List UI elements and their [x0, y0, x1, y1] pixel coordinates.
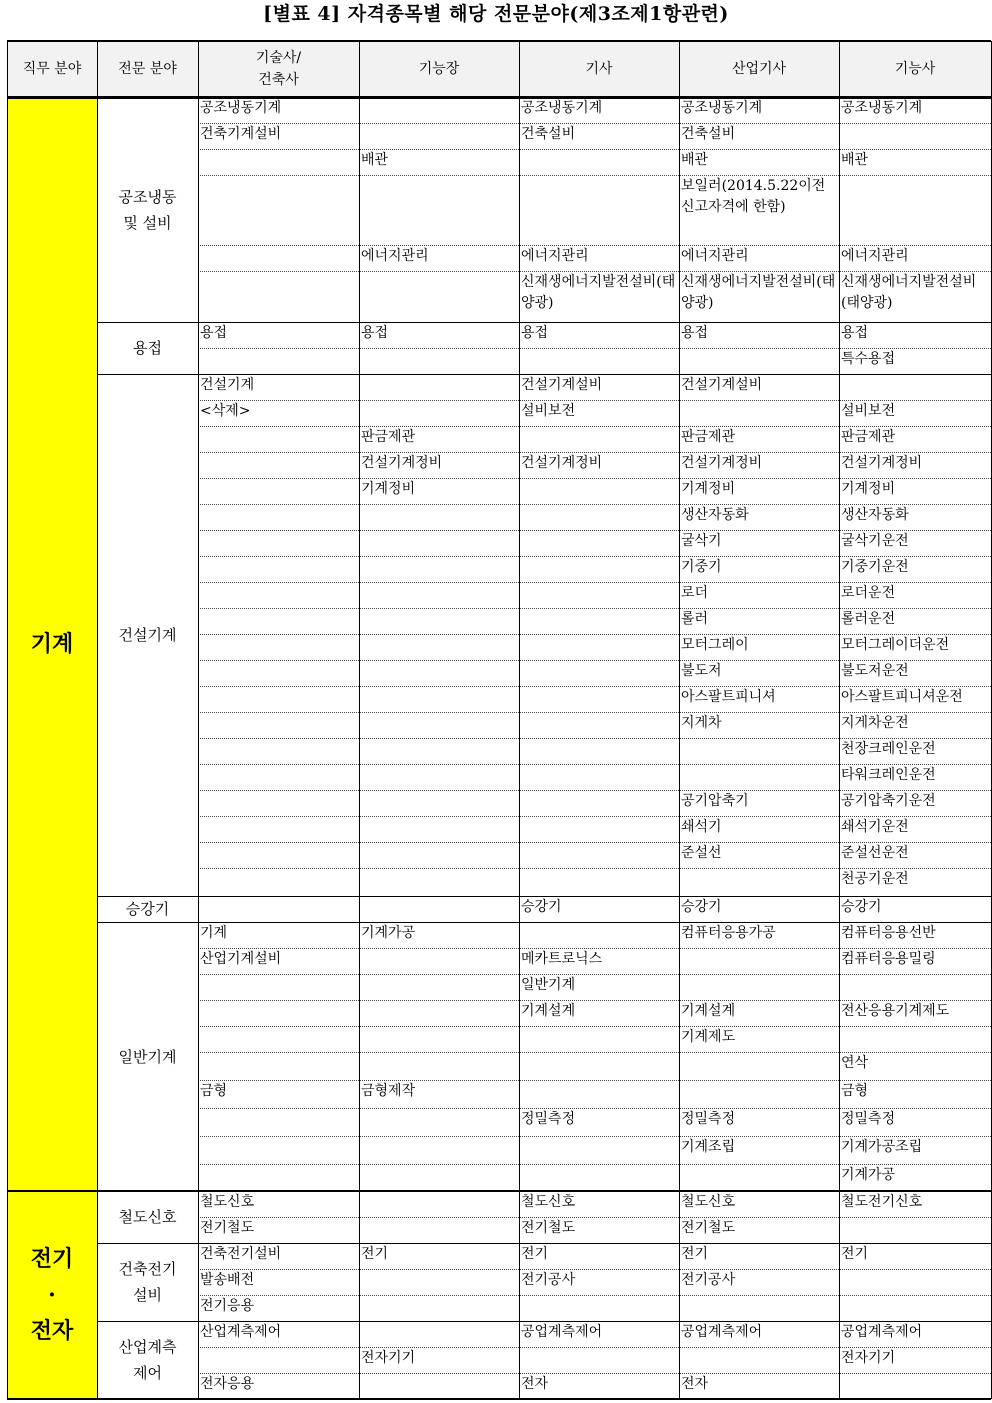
row-divider	[7, 96, 991, 99]
table-cell: 전자기기	[361, 1350, 416, 1366]
table-cell: 공조냉동기계	[681, 100, 763, 116]
row-divider	[198, 974, 991, 975]
row-divider	[198, 764, 991, 765]
row-divider	[198, 1108, 991, 1109]
table-cell: 롤러운전	[841, 611, 896, 627]
field-text: 설비	[133, 1286, 162, 1304]
table-cell: 전기	[841, 1246, 869, 1262]
table-cell: 아스팔트피니셔운전	[841, 689, 963, 705]
table-cell: 건축기계설비	[200, 126, 282, 142]
row-divider	[198, 556, 991, 557]
field-text: 제어	[133, 1364, 162, 1382]
row-divider	[198, 1373, 991, 1374]
row-divider	[97, 896, 991, 897]
table-cell: 기계가공	[361, 925, 416, 941]
table-cell: 타워크레인운전	[841, 767, 936, 783]
row-divider	[198, 660, 991, 661]
row-divider	[198, 712, 991, 713]
table-cell: 전기공사	[521, 1272, 576, 1288]
field-label	[97, 374, 198, 896]
field-text: 건설기계	[118, 626, 177, 644]
page-title: [별표 4] 자격종목별 해당 전문분야(제3조제1항관련)	[263, 3, 729, 25]
table-cell: 천장크레인운전	[841, 741, 936, 757]
table-cell: 배관	[361, 152, 389, 168]
row-divider	[198, 452, 991, 453]
table-cell: 공업계측제어	[681, 1324, 763, 1340]
row-divider	[7, 1190, 991, 1192]
row-divider	[198, 738, 991, 739]
table-cell: 굴삭기운전	[841, 533, 909, 549]
table-cell: 건설기계정비	[521, 455, 603, 471]
table-cell: 기계가공조립	[841, 1139, 923, 1155]
header-industrial-engineer	[679, 41, 839, 97]
column-divider	[198, 41, 199, 1399]
table-cell: 컴퓨터응용선반	[841, 925, 936, 941]
table-cell: 철도신호	[521, 1194, 576, 1210]
table-cell: 전산응용기계제도	[841, 1003, 950, 1019]
duty-label	[7, 97, 97, 1191]
row-divider	[198, 175, 991, 176]
duty-text: 전자	[30, 1318, 74, 1344]
row-divider	[198, 790, 991, 791]
table-cell: 굴삭기	[681, 533, 722, 549]
table-cell: 지게차운전	[841, 715, 909, 731]
row-divider	[198, 608, 991, 609]
row-divider	[7, 40, 991, 42]
table-cell: <삭제>	[200, 403, 251, 419]
row-divider	[198, 1347, 991, 1348]
table-cell: 신재생에너지발전설비(태양광)	[521, 274, 676, 311]
table-cell: 불도저운전	[841, 663, 909, 679]
table-cell: 공업계측제어	[841, 1324, 923, 1340]
table-cell: 일반기계	[521, 977, 576, 993]
table-cell: 전자기기	[841, 1350, 896, 1366]
table-cell: 발송배전	[200, 1272, 255, 1288]
row-divider	[198, 948, 991, 949]
field-label	[97, 1191, 198, 1243]
row-divider	[198, 1269, 991, 1270]
table-cell: 기계조립	[681, 1139, 736, 1155]
table-cell: 전자	[681, 1376, 709, 1392]
row-divider	[97, 922, 991, 923]
column-divider	[679, 41, 680, 1399]
row-divider	[198, 1026, 991, 1027]
table-cell: 쇄석기운전	[841, 819, 909, 835]
header-text: 산업기사	[731, 61, 787, 77]
row-divider	[198, 634, 991, 635]
header-text: 기술사/	[255, 50, 302, 66]
duty-text: 전기	[30, 1246, 74, 1272]
row-divider	[198, 123, 991, 124]
table-cell: 판금제관	[841, 429, 896, 445]
table-cell: 건축설비	[681, 126, 736, 142]
table-cell: 승강기	[841, 899, 882, 915]
table-cell: 특수용접	[841, 351, 896, 367]
table-cell: 생산자동화	[841, 507, 909, 523]
table-cell: 전기철도	[521, 1220, 576, 1236]
row-divider	[97, 1243, 991, 1244]
table-cell: 준설선운전	[841, 845, 909, 861]
table-cell: 메카트로닉스	[521, 951, 603, 967]
table-cell: 철도신호	[681, 1194, 736, 1210]
table-cell: 준설선	[681, 845, 722, 861]
field-text: 건축전기	[118, 1260, 177, 1278]
table-cell: 건설기계설비	[521, 377, 603, 393]
table-cell: 기계	[200, 925, 228, 941]
table-cell: 공기압축기운전	[841, 793, 936, 809]
table-cell: 승강기	[681, 899, 722, 915]
table-cell: 기중기	[681, 559, 722, 575]
row-divider	[198, 686, 991, 687]
row-divider	[198, 816, 991, 817]
table-cell: 건설기계정비	[361, 455, 443, 471]
table-cell: 컴퓨터응용가공	[681, 925, 776, 941]
table-cell: 산업계측제어	[200, 1324, 282, 1340]
column-divider	[7, 41, 8, 1399]
row-divider	[97, 1321, 991, 1322]
row-divider	[198, 271, 991, 272]
table-cell: 공조냉동기계	[841, 100, 923, 116]
table-cell: 공기압축기	[681, 793, 749, 809]
table-cell: 정밀측정	[681, 1111, 736, 1127]
row-divider	[198, 1052, 991, 1053]
table-cell: 설비보전	[841, 403, 896, 419]
table-cell: 설비보전	[521, 403, 576, 419]
header-text: 기능사	[894, 61, 936, 77]
row-divider	[198, 245, 991, 246]
table-cell: 지게차	[681, 715, 722, 731]
row-divider	[198, 1000, 991, 1001]
table-cell: 에너지관리	[681, 248, 749, 264]
table-cell: 산업기계설비	[200, 951, 282, 967]
field-label	[97, 1321, 198, 1399]
table-cell: 연삭	[841, 1055, 869, 1071]
row-divider	[198, 530, 991, 531]
field-label	[97, 1243, 198, 1321]
table-cell: 기계정비	[681, 481, 736, 497]
row-divider	[198, 400, 991, 401]
header-duty	[7, 41, 97, 97]
row-divider	[198, 868, 991, 869]
table-cell: 건설기계정비	[841, 455, 923, 471]
table-cell: 기계정비	[841, 481, 896, 497]
table-cell: 쇄석기	[681, 819, 722, 835]
table-cell: 용접	[200, 325, 228, 341]
table-cell: 전기	[361, 1246, 389, 1262]
table-cell: 공조냉동기계	[200, 100, 282, 116]
duty-text: ·	[48, 1282, 56, 1308]
table-cell: 보일러(2014.5.22이전 신고자격에 한함)	[681, 178, 826, 215]
duty-text: 기계	[30, 631, 74, 657]
table-cell: 용접	[361, 325, 389, 341]
table-cell: 건축전기설비	[200, 1246, 282, 1262]
row-divider	[198, 582, 991, 583]
row-divider	[198, 504, 991, 505]
table-cell: 천공기운전	[841, 871, 909, 887]
table-cell: 전기응용	[200, 1298, 255, 1314]
column-divider	[519, 41, 520, 1399]
field-label	[97, 922, 198, 1191]
table-cell: 전자응용	[200, 1376, 255, 1392]
header-master-craftsman	[359, 41, 519, 97]
table-cell: 건설기계설비	[681, 377, 763, 393]
table-cell: 건축설비	[521, 126, 576, 142]
table-cell: 판금제관	[361, 429, 416, 445]
row-divider	[198, 1217, 991, 1218]
table-cell: 용접	[521, 325, 549, 341]
table-cell: 불도저	[681, 663, 722, 679]
table-cell: 전기	[521, 1246, 549, 1262]
table-cell: 금형	[200, 1083, 228, 1099]
table-cell: 승강기	[521, 899, 562, 915]
table-cell: 신재생에너지발전설비(태양광)	[681, 274, 836, 311]
field-label	[97, 896, 198, 922]
header-engineer	[198, 41, 359, 97]
table-cell: 전기철도	[200, 1220, 255, 1236]
table-cell: 에너지관리	[841, 248, 909, 264]
table-cell: 기계설계	[681, 1003, 736, 1019]
row-divider	[198, 426, 991, 427]
table-cell: 롤러	[681, 611, 709, 627]
table-cell: 기계가공	[841, 1167, 896, 1183]
table-cell: 철도신호	[200, 1194, 255, 1210]
field-label	[97, 322, 198, 374]
row-divider	[198, 149, 991, 150]
table-cell: 모터그레이	[681, 637, 749, 653]
table-cell: 로더운전	[841, 585, 896, 601]
table-cell: 에너지관리	[361, 248, 429, 264]
table-cell: 금형	[841, 1083, 869, 1099]
table-cell: 컴퓨터응용밀링	[841, 951, 936, 967]
table-cell: 정밀측정	[521, 1111, 576, 1127]
table-cell: 배관	[841, 152, 869, 168]
table-cell: 전기철도	[681, 1220, 736, 1236]
table-cell: 기중기운전	[841, 559, 909, 575]
row-divider	[97, 322, 991, 323]
table-cell: 전자	[521, 1376, 549, 1392]
table-cell: 모터그레이더운전	[841, 637, 950, 653]
table-cell: 로더	[681, 585, 709, 601]
field-text: 승강기	[125, 900, 170, 918]
table-cell: 용접	[681, 325, 709, 341]
row-divider	[198, 1136, 991, 1137]
field-text: 용접	[133, 339, 162, 357]
table-cell: 용접	[841, 325, 869, 341]
table-cell: 에너지관리	[521, 248, 589, 264]
table-cell: 공업계측제어	[521, 1324, 603, 1340]
table-cell: 건설기계	[200, 377, 255, 393]
table-cell: 정밀측정	[841, 1111, 896, 1127]
field-text: 공조냉동	[118, 187, 177, 206]
table-cell: 신재생에너지발전설비(태양광)	[841, 274, 977, 311]
table-cell: 기계정비	[361, 481, 416, 497]
row-divider	[198, 1164, 991, 1165]
header-text: 전문 분야	[118, 61, 177, 77]
column-divider	[839, 41, 840, 1399]
row-divider	[7, 1398, 991, 1400]
row-divider	[198, 478, 991, 479]
field-text: 및 설비	[123, 213, 172, 232]
table-cell: 배관	[681, 152, 709, 168]
table-cell: 철도전기신호	[841, 1194, 923, 1210]
row-divider	[198, 1080, 991, 1081]
table-cell: 금형제작	[361, 1083, 416, 1099]
header-text: 직무 분야	[22, 61, 82, 77]
table-cell: 생산자동화	[681, 507, 749, 523]
table-cell: 건설기계정비	[681, 455, 763, 471]
table-cell: 기계제도	[681, 1029, 736, 1045]
row-divider	[198, 348, 991, 349]
header-text: 기능장	[418, 61, 460, 77]
header-field	[97, 41, 198, 97]
table-cell: 판금제관	[681, 429, 736, 445]
table-cell: 기계설계	[521, 1003, 576, 1019]
header-craftsman	[839, 41, 991, 97]
table-cell: 공조냉동기계	[521, 100, 603, 116]
field-text: 산업계측	[118, 1338, 177, 1356]
header-text: 건축사	[258, 72, 299, 88]
table-cell: 전기공사	[681, 1272, 736, 1288]
table-cell: 전기	[681, 1246, 709, 1262]
row-divider	[198, 1295, 991, 1296]
field-text: 철도신호	[118, 1208, 177, 1226]
field-text: 일반기계	[118, 1047, 177, 1066]
row-divider	[97, 374, 991, 375]
column-divider	[359, 41, 360, 1399]
field-label	[97, 97, 198, 322]
header-text: 기사	[585, 61, 613, 77]
column-divider	[97, 41, 98, 1399]
table-cell: 아스팔트피니셔	[681, 689, 776, 705]
row-divider	[198, 842, 991, 843]
duty-label	[7, 1191, 97, 1399]
header-engineer-class	[519, 41, 679, 97]
